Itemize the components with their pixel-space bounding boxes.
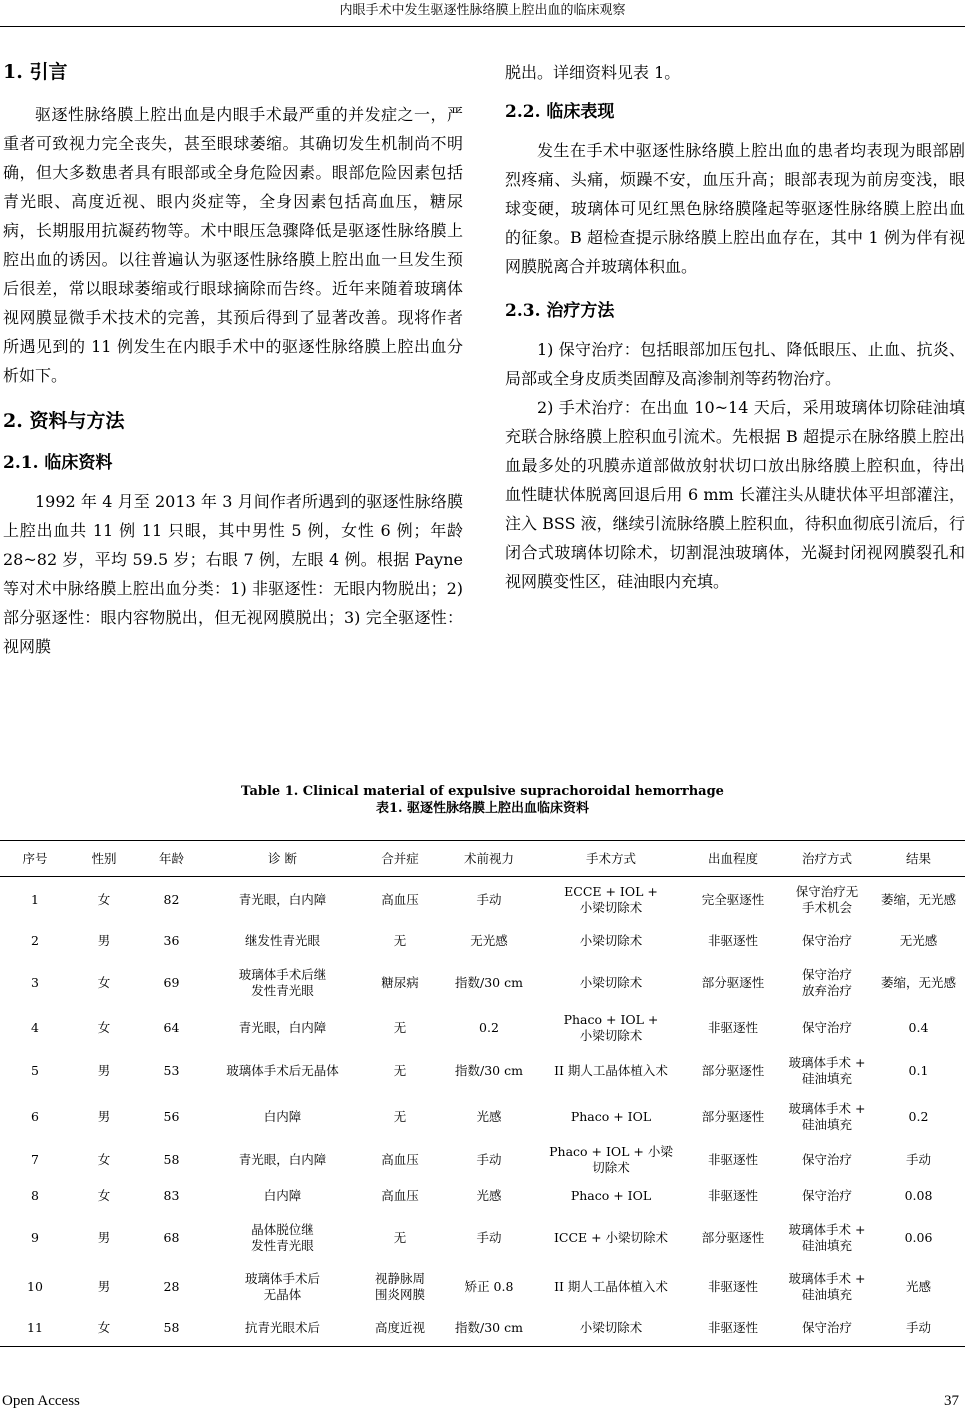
table-cell-line: 白内障 xyxy=(263,1108,302,1124)
table-cell-line: 玻璃体手术后 xyxy=(244,1270,320,1286)
table-cell xyxy=(0,1007,70,1049)
table-cell xyxy=(872,1179,965,1213)
table-cell-line: 玻璃体手术 + xyxy=(788,1221,866,1237)
table-cell xyxy=(872,1263,965,1311)
table-cell-line: 指数/30 cm xyxy=(455,1320,523,1336)
table-cell-line: 女 xyxy=(97,1187,111,1203)
table-cell-line: 青光眼，白内障 xyxy=(238,891,327,907)
table-cell-line: 1 xyxy=(31,891,39,907)
table-cell-line: 非驱逐性 xyxy=(707,1278,758,1294)
table-cell-line: 男 xyxy=(97,1229,111,1245)
table-cell xyxy=(70,1007,138,1049)
table-cell xyxy=(70,959,138,1007)
table-cell-line: 切除术 xyxy=(592,1159,630,1175)
table-cell xyxy=(138,1093,205,1141)
table-cell-line: 0.1 xyxy=(908,1062,929,1078)
table-cell-line: 女 xyxy=(97,891,111,907)
table-cell-line: 放弃治疗 xyxy=(801,982,852,998)
table-cell-line: 保守治疗无 xyxy=(795,883,859,899)
table-cell-line: 手动 xyxy=(476,1229,502,1245)
table-cell-line: II 期人工晶体植入术 xyxy=(554,1278,668,1294)
table-cell-line: 0.4 xyxy=(908,1019,929,1035)
table-cell xyxy=(0,1213,70,1263)
table-cell-line: 围炎网膜 xyxy=(374,1286,425,1302)
table-cell xyxy=(538,1311,684,1347)
table-cell-line: 小梁切除术 xyxy=(579,932,643,948)
table-row xyxy=(0,1093,965,1141)
table-cell xyxy=(872,923,965,959)
table-cell xyxy=(684,1093,782,1141)
table-cell xyxy=(360,1179,440,1213)
table-header-cell: 诊 断 xyxy=(205,841,360,877)
table-cell xyxy=(684,877,782,923)
table-header-cell: 年龄 xyxy=(138,841,205,877)
table-header-cell: 合并症 xyxy=(360,841,440,877)
table-row xyxy=(0,1179,965,1213)
table-cell xyxy=(684,1263,782,1311)
table-cell xyxy=(0,959,70,1007)
table-cell-line: 0.2 xyxy=(479,1019,499,1035)
table-cell xyxy=(684,1141,782,1179)
table-cell-line: 晶体脱位继 xyxy=(251,1221,314,1237)
table-cell xyxy=(70,1263,138,1311)
table-cell-line: 69 xyxy=(163,974,180,990)
table-cell xyxy=(440,1007,538,1049)
table-cell-line: 非驱逐性 xyxy=(707,1187,758,1203)
table-cell xyxy=(872,959,965,1007)
table-header-cell: 出血程度 xyxy=(684,841,782,877)
table-cell xyxy=(538,1141,684,1179)
table-cell-line: 无 xyxy=(393,1019,407,1035)
right-column xyxy=(505,58,965,596)
table-row xyxy=(0,959,965,1007)
clinical-material-paragraph: 1992 年 4 月至 2013 年 3 月间作者所遇到的驱逐性脉络膜上腔出血共 11 例 11 只眼，其中男性 5 例，女性 6 例；年龄 28~82 岁，平均 59.5 岁；右眼 7 例，左眼 4 例。根据 Payne 等对术中脉络膜上腔出血分类：1) 非驱逐性：无眼内物脱出；2) 部分驱逐性：眼内容物脱出，但无视网膜脱出；3) 完全驱逐性：视网膜 xyxy=(3,492,463,656)
table-cell xyxy=(70,1093,138,1141)
footer-page-number: 37 xyxy=(944,1393,959,1409)
table-cell xyxy=(872,1093,965,1141)
table-cell-line: 部分驱逐性 xyxy=(701,1229,765,1245)
table-cell xyxy=(0,1093,70,1141)
table-cell xyxy=(782,877,872,923)
table-cell-line: 玻璃体手术 + xyxy=(788,1100,866,1116)
table-cell xyxy=(138,1049,205,1093)
clinical-data-table xyxy=(0,840,965,1347)
table-cell xyxy=(684,1311,782,1347)
table-cell xyxy=(782,1179,872,1213)
table-cell xyxy=(138,877,205,923)
table-cell-line: 保守治疗 xyxy=(801,966,852,982)
table-cell-line: 无 xyxy=(393,1108,407,1124)
table-row xyxy=(0,923,965,959)
table-caption-zh: 表1. 驱逐性脉络膜上腔出血临床资料 xyxy=(375,801,590,816)
table-cell-line: 男 xyxy=(97,932,111,948)
table-cell xyxy=(70,923,138,959)
table-cell xyxy=(70,1311,138,1347)
treatment-paragraph-2: 2) 手术治疗：在出血 10~14 天后，采用玻璃体切除硅油填充联合脉络膜上腔积血引流术。先根据 B 超提示在脉络膜上腔出血最多处的巩膜赤道部做放射状切口放出脉络膜上腔积血，待出血性睫状体脱离回退后用 6 mm 长灌注头从睫状体平坦部灌注，注入 BSS 液，继续引流脉络膜上腔积血，待积血彻底引流后，行闭合式玻璃体切除术，切割混浊玻璃体，光凝封闭视网膜裂孔和视网膜变性区，硅油眼内充填。 xyxy=(505,398,965,591)
table-cell xyxy=(360,877,440,923)
table-cell-line: 0.06 xyxy=(904,1229,933,1245)
table-cell xyxy=(360,1311,440,1347)
table-cell xyxy=(205,1141,360,1179)
table-cell xyxy=(0,1141,70,1179)
table-cell xyxy=(684,923,782,959)
table-cell xyxy=(782,1049,872,1093)
table-cell xyxy=(538,1179,684,1213)
table-cell-line: 部分驱逐性 xyxy=(701,1062,765,1078)
table-cell-line: 抗青光眼术后 xyxy=(244,1320,320,1336)
table-cell xyxy=(138,1141,205,1179)
table-cell xyxy=(782,959,872,1007)
continuation-text: 脱出。详细资料见表 1。 xyxy=(505,63,681,82)
table-cell xyxy=(872,1049,965,1093)
table-cell-line: 2 xyxy=(31,932,39,948)
table-cell-line: 5 xyxy=(31,1062,39,1078)
table-cell-line: ICCE + 小梁切除术 xyxy=(553,1229,669,1245)
table-cell xyxy=(782,1141,872,1179)
table-cell xyxy=(0,877,70,923)
section-2-3-heading: 2.3. 治疗方法 xyxy=(505,301,615,321)
table-cell xyxy=(440,877,538,923)
table-cell xyxy=(440,1049,538,1093)
table-cell-line: 3 xyxy=(31,974,39,990)
table-cell-line: 无晶体 xyxy=(263,1286,302,1302)
table-cell xyxy=(70,877,138,923)
table-cell-line: 继发性青光眼 xyxy=(244,932,320,948)
table-cell xyxy=(782,1311,872,1347)
table-cell xyxy=(782,1007,872,1049)
table-body xyxy=(0,877,965,1347)
table-caption xyxy=(0,783,965,817)
table-cell-line: 小梁切除术 xyxy=(579,974,643,990)
table-cell xyxy=(440,1141,538,1179)
table-cell-line: 女 xyxy=(97,1151,111,1167)
table-row xyxy=(0,1213,965,1263)
table-cell xyxy=(205,1311,360,1347)
table-cell xyxy=(138,1263,205,1311)
table-cell-line: 非驱逐性 xyxy=(707,1151,758,1167)
table-cell-line: 非驱逐性 xyxy=(707,1019,758,1035)
section-2-heading: 2. 资料与方法 xyxy=(3,410,125,432)
table-cell-line: 高血压 xyxy=(381,1151,419,1167)
table-cell xyxy=(538,1263,684,1311)
table-cell-line: 68 xyxy=(163,1229,180,1245)
table-cell-line: 玻璃体手术后无晶体 xyxy=(226,1062,339,1078)
table-row xyxy=(0,877,965,923)
table-row xyxy=(0,1311,965,1347)
table-cell-line: 0.2 xyxy=(908,1108,929,1124)
table-cell xyxy=(205,1049,360,1093)
table-cell xyxy=(782,1093,872,1141)
table-cell-line: 玻璃体手术 + xyxy=(788,1270,866,1286)
table-header-cell: 结果 xyxy=(872,841,965,877)
table-cell xyxy=(684,1179,782,1213)
table-cell-line: 无光感 xyxy=(899,932,938,948)
table-cell-line: 53 xyxy=(163,1062,180,1078)
table-cell-line: 光感 xyxy=(905,1278,931,1294)
table-cell-line: 青光眼，白内障 xyxy=(238,1019,327,1035)
table-cell-line: 58 xyxy=(163,1151,180,1167)
table-cell xyxy=(440,923,538,959)
table-cell xyxy=(538,959,684,1007)
table-cell xyxy=(440,959,538,1007)
table-cell-line: 硅油填充 xyxy=(801,1286,852,1302)
table-cell xyxy=(360,1093,440,1141)
table-cell-line: 6 xyxy=(31,1108,39,1124)
table-cell xyxy=(440,1213,538,1263)
table-cell xyxy=(138,959,205,1007)
table-cell-line: 完全驱逐性 xyxy=(701,891,765,907)
table-cell-line: 56 xyxy=(163,1108,180,1124)
table-cell-line: 高血压 xyxy=(381,891,419,907)
table-cell xyxy=(70,1049,138,1093)
table-cell-line: 无 xyxy=(393,1062,407,1078)
table-row xyxy=(0,1007,965,1049)
table-cell-line: 0.08 xyxy=(904,1187,933,1203)
table-cell-line: 手动 xyxy=(905,1151,931,1167)
table-cell-line: 萎缩，无光感 xyxy=(880,891,956,907)
table-cell xyxy=(684,1007,782,1049)
table-cell xyxy=(70,1141,138,1179)
intro-paragraph: 驱逐性脉络膜上腔出血是内眼手术最严重的并发症之一，严重者可致视力完全丧失，甚至眼球萎缩。其确切发生机制尚不明确，但大多数患者具有眼部或全身危险因素。眼部危险因素包括青光眼、高度近视、眼内炎症等，全身因素包括高血压，糖尿病，长期服用抗凝药物等。术中眼压急骤降低是驱逐性脉络膜上腔出血的诱因。以往普遍认为驱逐性脉络膜上腔出血一旦发生预后很差，常以眼球萎缩或行眼球摘除而告终。近年来随着玻璃体视网膜显微手术技术的完善，其预后得到了显著改善。现将作者所遇见到的 11 例发生在内眼手术中的驱逐性脉络膜上腔出血分析如下。 xyxy=(3,105,463,385)
table-cell xyxy=(205,1007,360,1049)
table-cell-line: 无 xyxy=(393,932,407,948)
table-cell-line: 83 xyxy=(163,1187,180,1203)
table-cell-line: 部分驱逐性 xyxy=(701,974,765,990)
table-cell-line: 4 xyxy=(31,1019,39,1035)
table-cell xyxy=(440,1263,538,1311)
table-cell xyxy=(205,959,360,1007)
section-2-1-heading: 2.1. 临床资料 xyxy=(3,453,113,473)
table-cell-line: 发性青光眼 xyxy=(251,982,314,998)
table-cell-line: 手动 xyxy=(905,1320,931,1336)
table-header-cell: 性别 xyxy=(70,841,138,877)
treatment-paragraph-1: 1) 保守治疗：包括眼部加压包扎、降低眼压、止血、抗炎、局部或全身皮质类固醇及高渗制剂等药物治疗。 xyxy=(505,340,965,388)
table-cell-line: 发性青光眼 xyxy=(251,1237,314,1253)
table-cell-line: 光感 xyxy=(476,1108,502,1124)
table-cell xyxy=(538,923,684,959)
table-cell-line: 男 xyxy=(97,1108,111,1124)
table-cell xyxy=(205,1263,360,1311)
table-cell-line: 男 xyxy=(97,1278,111,1294)
table-cell-line: 28 xyxy=(163,1278,180,1294)
table-cell xyxy=(782,1213,872,1263)
table-header-cell: 手术方式 xyxy=(538,841,684,877)
table-cell xyxy=(538,1049,684,1093)
table-cell xyxy=(872,1141,965,1179)
table-cell xyxy=(205,877,360,923)
table-cell xyxy=(440,1311,538,1347)
table-cell-line: ECCE + IOL + xyxy=(564,883,658,899)
table-cell-line: 非驱逐性 xyxy=(707,932,758,948)
table-cell-line: Phaco + IOL xyxy=(570,1108,652,1124)
table-cell-line: 保守治疗 xyxy=(801,1320,852,1336)
table-cell-line: 光感 xyxy=(476,1187,502,1203)
table-header-cell: 序号 xyxy=(0,841,70,877)
table-cell-line: 保守治疗 xyxy=(801,1187,852,1203)
table-cell xyxy=(684,1213,782,1263)
table-cell xyxy=(538,877,684,923)
table-cell-line: 女 xyxy=(97,1320,111,1336)
table-cell-line: 7 xyxy=(31,1151,39,1167)
table-cell-line: 硅油填充 xyxy=(801,1237,852,1253)
table-cell-line: Phaco + IOL xyxy=(570,1187,652,1203)
table-cell-line: 女 xyxy=(97,974,111,990)
table-cell xyxy=(360,959,440,1007)
table-cell xyxy=(0,923,70,959)
table-cell-line: 9 xyxy=(31,1229,39,1245)
table-row xyxy=(0,1263,965,1311)
table-cell xyxy=(70,1179,138,1213)
table-row xyxy=(0,1141,965,1179)
table-cell xyxy=(538,1213,684,1263)
table-cell-line: 玻璃体手术后继 xyxy=(238,966,327,982)
table-caption-en: Table 1. Clinical material of expulsive suprachoroidal hemorrhage xyxy=(241,784,724,799)
table-cell-line: 指数/30 cm xyxy=(455,974,523,990)
table-header-cell: 术前视力 xyxy=(440,841,538,877)
table-cell xyxy=(360,1263,440,1311)
table-header-cell: 治疗方式 xyxy=(782,841,872,877)
table-cell-line: 男 xyxy=(97,1062,111,1078)
running-header: 内眼手术中发生驱逐性脉络膜上腔出血的临床观察 xyxy=(339,3,626,18)
table-cell-line: 保守治疗 xyxy=(801,1019,852,1035)
table-cell-line: II 期人工晶体植入术 xyxy=(554,1062,668,1078)
table-cell xyxy=(538,1093,684,1141)
table-cell xyxy=(872,1311,965,1347)
table-cell xyxy=(205,923,360,959)
table-cell xyxy=(360,1141,440,1179)
table-cell-line: 保守治疗 xyxy=(801,932,852,948)
table-cell xyxy=(0,1179,70,1213)
table-cell xyxy=(138,1007,205,1049)
section-2-2-heading: 2.2. 临床表现 xyxy=(505,102,615,122)
table-cell-line: 36 xyxy=(163,932,180,948)
table-cell xyxy=(360,923,440,959)
table-cell xyxy=(782,923,872,959)
table-cell xyxy=(360,1049,440,1093)
table-cell-line: 指数/30 cm xyxy=(455,1062,523,1078)
table-cell xyxy=(872,1007,965,1049)
table-cell-line: 高度近视 xyxy=(374,1320,425,1336)
table-cell-line: 无光感 xyxy=(470,932,508,948)
table-cell-line: 小梁切除术 xyxy=(579,1320,643,1336)
left-column xyxy=(3,58,463,661)
table-cell-line: 白内障 xyxy=(263,1187,302,1203)
header-rule xyxy=(0,26,965,27)
table-cell xyxy=(782,1263,872,1311)
table-cell-line: 糖尿病 xyxy=(381,974,419,990)
table-cell xyxy=(205,1093,360,1141)
table-cell-line: 部分驱逐性 xyxy=(701,1108,765,1124)
table-cell-line: 小梁切除术 xyxy=(579,899,643,915)
table-cell xyxy=(205,1213,360,1263)
table-cell-line: 女 xyxy=(97,1019,111,1035)
table-cell-line: 青光眼，白内障 xyxy=(238,1151,327,1167)
table-cell-line: 保守治疗 xyxy=(801,1151,852,1167)
table-cell-line: 矫正 0.8 xyxy=(464,1278,514,1294)
table-cell-line: 8 xyxy=(31,1187,39,1203)
table-cell-line: 硅油填充 xyxy=(801,1116,852,1132)
table-cell xyxy=(538,1007,684,1049)
table-cell-line: Phaco + IOL + 小梁 xyxy=(549,1143,673,1159)
table-cell xyxy=(0,1049,70,1093)
table-cell-line: 58 xyxy=(163,1320,180,1336)
table-cell xyxy=(360,1007,440,1049)
table-cell-line: 10 xyxy=(27,1278,43,1294)
table-cell-line: 手动 xyxy=(476,1151,502,1167)
section-1-heading: 1. 引言 xyxy=(3,61,68,83)
table-cell-line: 无 xyxy=(393,1229,407,1245)
table-cell-line: Phaco + IOL + xyxy=(563,1011,659,1027)
table-cell xyxy=(684,959,782,1007)
table-cell xyxy=(138,1311,205,1347)
table-cell-line: 玻璃体手术 + xyxy=(788,1054,866,1070)
footer-journal: Open Access xyxy=(2,1393,80,1409)
table-cell xyxy=(872,877,965,923)
table-cell xyxy=(70,1213,138,1263)
table-cell-line: 高血压 xyxy=(381,1187,419,1203)
table-cell-line: 手动 xyxy=(476,891,502,907)
table-cell xyxy=(138,1213,205,1263)
table-cell xyxy=(0,1263,70,1311)
table-cell-line: 萎缩，无光感 xyxy=(880,974,956,990)
table-cell-line: 64 xyxy=(163,1019,180,1035)
table-row xyxy=(0,1049,965,1093)
table-cell-line: 82 xyxy=(163,891,180,907)
table-header-row xyxy=(0,841,965,877)
table-cell xyxy=(440,1179,538,1213)
manifestation-paragraph: 发生在手术中驱逐性脉络膜上腔出血的患者均表现为眼部剧烈疼痛、头痛，烦躁不安，血压升高；眼部表现为前房变浅，眼球变硬，玻璃体可见红黑色脉络膜隆起等驱逐性脉络膜上腔出血的征象。B 超检查提示脉络膜上腔出血存在，其中 1 例为伴有视网膜脱离合并玻璃体积血。 xyxy=(505,141,965,276)
table-cell-line: 11 xyxy=(27,1320,43,1336)
table-cell xyxy=(440,1093,538,1141)
table-cell xyxy=(205,1179,360,1213)
table-cell xyxy=(0,1311,70,1347)
table-cell-line: 非驱逐性 xyxy=(707,1320,758,1336)
table-cell xyxy=(872,1213,965,1263)
table-cell xyxy=(360,1213,440,1263)
table-cell xyxy=(138,923,205,959)
table-cell-line: 硅油填充 xyxy=(801,1070,852,1086)
table-cell-line: 小梁切除术 xyxy=(579,1027,643,1043)
table-cell-line: 手术机会 xyxy=(801,899,852,915)
table-cell xyxy=(138,1179,205,1213)
table-cell-line: 视静脉周 xyxy=(374,1270,425,1286)
table-cell xyxy=(684,1049,782,1093)
